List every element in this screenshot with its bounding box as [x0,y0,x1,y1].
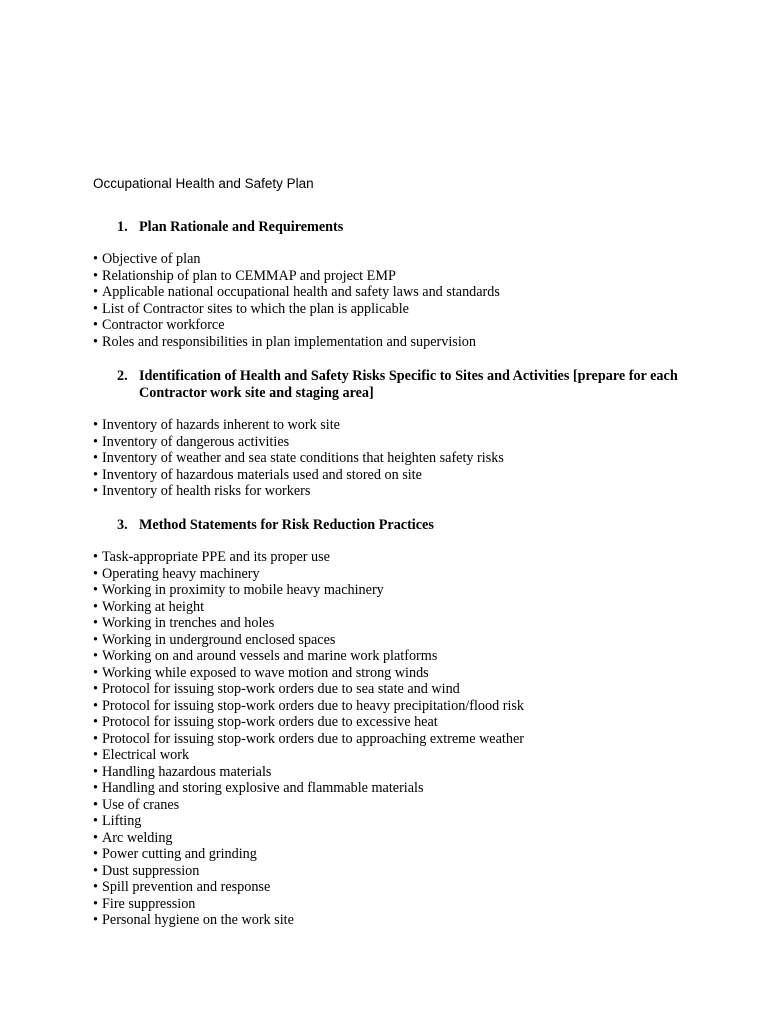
list-item [93,334,693,351]
list-item [93,467,693,484]
bullet-glyph: • [93,417,98,433]
list-item-text: Inventory of hazards inherent to work site [102,417,340,433]
list-item [93,879,693,896]
section-number: 2. [117,368,128,384]
list-item-text: Arc welding [102,829,173,846]
list-item-text: Inventory of weather and sea state conditions that heighten safety risks [102,450,504,466]
list-item [93,599,693,616]
list-item-text: Handling hazardous materials [102,763,272,780]
bullet-glyph: • [93,648,98,664]
section-risk-identification [93,368,693,500]
list-item [93,896,693,913]
list-item [93,764,693,781]
list-item [93,251,693,268]
bullet-glyph: • [93,879,98,895]
list-item [93,268,693,285]
list-item [93,301,693,318]
bullet-glyph: • [93,267,98,284]
bullet-glyph: • [93,862,98,879]
list-item [93,434,693,451]
list-item-text: Fire suppression [102,895,196,912]
list-item-text: Task-appropriate PPE and its proper use [102,549,330,565]
bullet-glyph: • [93,251,98,267]
bullet-glyph: • [93,846,98,862]
list-item [93,780,693,797]
bullet-glyph: • [93,317,98,333]
list-item-text: Operating heavy machinery [102,565,260,582]
bullet-glyph: • [93,549,98,565]
bullet-glyph: • [93,813,98,829]
list-item [93,747,693,764]
bullet-list [93,549,693,929]
list-item-text: Inventory of dangerous activities [102,433,290,450]
list-item [93,731,693,748]
bullet-glyph: • [93,433,98,450]
section-heading [93,368,691,402]
list-item [93,582,693,599]
list-item [93,797,693,814]
list-item-text: Working in underground enclosed spaces [102,631,336,648]
bullet-glyph: • [93,631,98,648]
bullet-glyph: • [93,796,98,813]
list-item [93,566,693,583]
list-item [93,665,693,682]
bullet-glyph: • [93,714,98,730]
list-item-text: Roles and responsibilities in plan implementation and supervision [102,333,476,350]
section-number: 1. [117,219,128,235]
bullet-glyph: • [93,582,98,598]
list-item-text: Protocol for issuing stop-work orders due to heavy precipitation/flood risk [102,697,525,714]
list-item-text: Inventory of health risks for workers [102,483,311,499]
list-item [93,681,693,698]
bullet-glyph: • [93,730,98,747]
bullet-list [93,251,693,350]
list-item [93,863,693,880]
section-heading-text: Identification of Health and Safety Risks Specific to Sites and Activities [prepare for each Contractor work site and staging area] [139,368,678,401]
bullet-glyph: • [93,664,98,681]
section-heading [93,219,691,236]
list-item-text: Personal hygiene on the work site [102,912,294,928]
list-item-text: Working in trenches and holes [102,615,275,631]
bullet-glyph: • [93,763,98,780]
bullet-list [93,417,693,500]
bullet-glyph: • [93,483,98,499]
list-item-text: List of Contractor sites to which the plan is applicable [102,300,409,317]
section-method-statements [93,517,693,929]
list-item-text: Spill prevention and response [102,879,271,895]
list-item [93,450,693,467]
list-item-text: Working at height [102,598,205,615]
list-item [93,317,693,334]
bullet-glyph: • [93,598,98,615]
section-number: 3. [117,517,128,533]
list-item-text: Protocol for issuing stop-work orders due to excessive heat [102,714,438,730]
list-item-text: Contractor workforce [102,317,225,333]
bullet-glyph: • [93,829,98,846]
list-item [93,632,693,649]
section-heading-text: Method Statements for Risk Reduction Practices [139,517,434,533]
bullet-glyph: • [93,450,98,466]
bullet-glyph: • [93,895,98,912]
list-item [93,284,693,301]
bullet-glyph: • [93,780,98,796]
bullet-glyph: • [93,284,98,300]
list-item [93,813,693,830]
bullet-glyph: • [93,333,98,350]
list-item [93,549,693,566]
list-item-text: Electrical work [102,747,190,763]
list-item-text: Objective of plan [102,251,201,267]
list-item-text: Use of cranes [102,796,180,813]
list-item [93,648,693,665]
list-item-text: Working in proximity to mobile heavy machinery [102,582,384,598]
list-item [93,615,693,632]
bullet-glyph: • [93,747,98,763]
list-item [93,714,693,731]
list-item [93,846,693,863]
section-plan-rationale [93,219,693,350]
list-item-text: Power cutting and grinding [102,846,257,862]
bullet-glyph: • [93,466,98,483]
list-item-text: Working while exposed to wave motion and strong winds [102,664,429,681]
section-heading [93,517,691,534]
section-heading-text: Plan Rationale and Requirements [139,219,344,235]
bullet-glyph: • [93,615,98,631]
bullet-glyph: • [93,681,98,697]
list-item-text: Lifting [102,813,142,829]
document-title: Occupational Health and Safety Plan [93,176,314,191]
list-item [93,830,693,847]
list-item-text: Applicable national occupational health and safety laws and standards [102,284,500,300]
list-item-text: Protocol for issuing stop-work orders due to approaching extreme weather [102,730,524,747]
list-item [93,417,693,434]
bullet-glyph: • [93,912,98,928]
bullet-glyph: • [93,300,98,317]
bullet-glyph: • [93,697,98,714]
list-item [93,698,693,715]
list-item-text: Handling and storing explosive and flammable materials [102,780,424,796]
list-item [93,483,693,500]
list-item-text: Dust suppression [102,862,200,879]
list-item [93,912,693,929]
list-item-text: Inventory of hazardous materials used and stored on site [102,466,422,483]
list-item-text: Relationship of plan to CEMMAP and project EMP [102,267,396,284]
bullet-glyph: • [93,565,98,582]
list-item-text: Protocol for issuing stop-work orders due to sea state and wind [102,681,460,697]
list-item-text: Working on and around vessels and marine work platforms [102,648,438,664]
